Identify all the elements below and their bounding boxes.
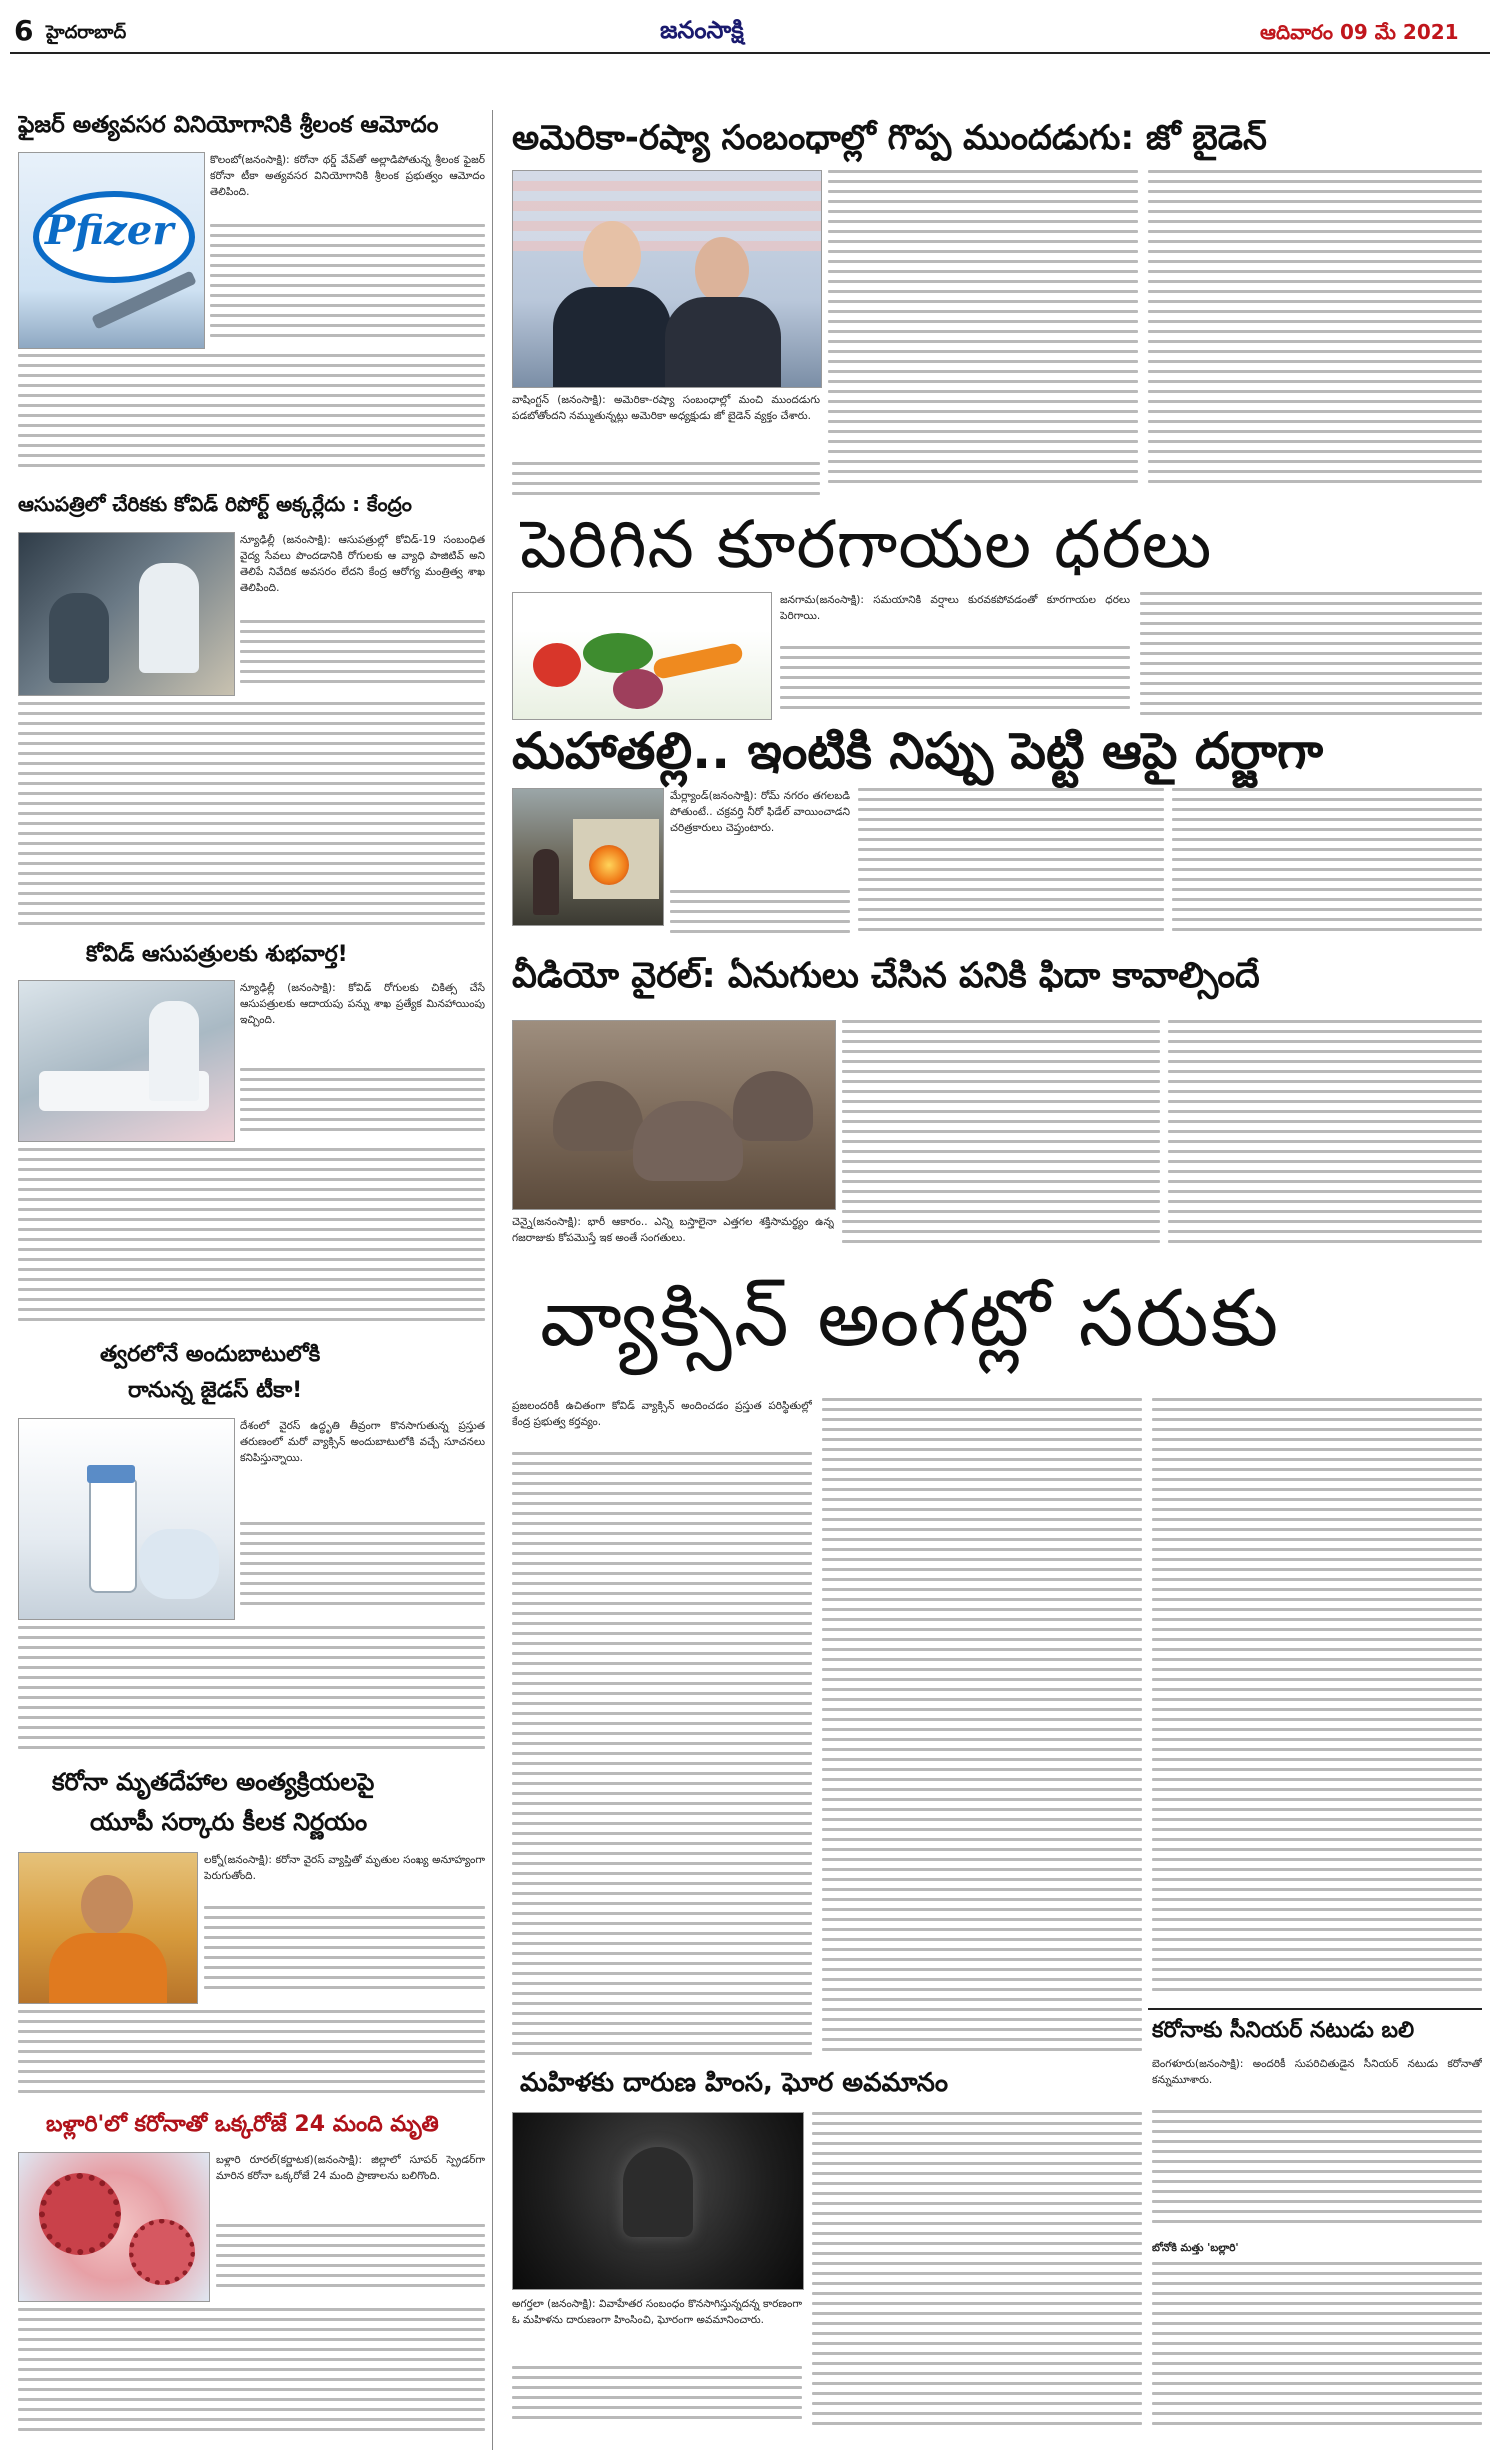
- coronavirus-illustration: [18, 2152, 210, 2302]
- vegetables-body-col2: [1140, 592, 1482, 718]
- vegetables-intro: జనగామ(జనంసాక్షి): సమయానికి వర్షాలు కురవకపోవడంతో కూరగాయల ధరలు పెరిగాయి.: [780, 594, 1130, 622]
- column-divider: [492, 110, 493, 2450]
- covid-test-photo: [18, 532, 235, 696]
- ballari-body-2: [18, 2308, 485, 2440]
- headline-senior-actor: కరోనాకు సీనియర్ నటుడు బలి: [1152, 2018, 1415, 2043]
- virus-particle-1: [39, 2173, 121, 2255]
- issue-date: ఆదివారం 09 మే 2021: [1260, 20, 1459, 44]
- cm-robe-shape: [49, 1933, 167, 2003]
- woman-body-col2: [812, 2112, 1142, 2434]
- hospital-good-news-body-2: [18, 1148, 485, 1332]
- headline-ballari: బళ్లారి'లో కరోనాతో ఒక్కరోజే 24 మంది మృతి: [46, 2112, 439, 2137]
- vegetables-photo: [512, 592, 772, 720]
- masthead-logo: జనంసాక్షి: [660, 16, 744, 44]
- elephant-intro: చెన్నై(జనంసాక్షి): భారీ ఆకారం.. ఎన్ని బస్తాలైనా ఎత్తగల శక్తిసామర్థ్యం ఉన్న గజరాజుకు కోపమొస్తే ఇక అంతే సంగతులు.: [512, 1216, 834, 1244]
- vaccine-body-col3: [1152, 1398, 1482, 2002]
- vaccine-vial-photo: [18, 1418, 235, 1620]
- up-body-2: [18, 2010, 485, 2102]
- woman-body-col1: [512, 2366, 802, 2434]
- virus-particle-2: [129, 2219, 195, 2285]
- hospital-admission-body: [240, 620, 485, 694]
- pepper-shape: [583, 633, 653, 673]
- headline-zydus-line2: రానున్న జైడస్ టీకా!: [128, 1378, 303, 1403]
- elephant-body-col2: [842, 1020, 1160, 1252]
- pfizer-logo-text: Pfizer: [45, 207, 174, 254]
- vaccine-intro: ప్రజలందరికీ ఉచితంగా కోవిడ్ వ్యాక్సిన్ అందించడం ప్రస్తుత పరిస్థితుల్లో కేంద్ర ప్రభుత్వ కర్తవ్యం.: [512, 1400, 812, 1428]
- hospital-good-news-intro: న్యూఢిల్లీ (జనంసాక్షి): కోవిడ్ రోగులకు చికిత్స చేసే ఆసుపత్రులకు ఆదాయపు పన్ను శాఖ ప్రత్యేక మినహాయింపు ఇచ్చింది.: [240, 982, 485, 1026]
- senior-actor-intro: బెంగళూరు(జనంసాక్షి): అందరికీ సుపరిచితుడైన సీనియర్ నటుడు కరోనాతో కన్నుమూశారు.: [1152, 2058, 1482, 2086]
- headline-pfizer: ఫైజర్ అత్యవసర వినియోగానికి శ్రీలంక ఆమోదం: [18, 112, 439, 138]
- house-fire-photo: [512, 788, 664, 926]
- headline-hospital-admission: ఆసుపత్రిలో చేరికకు కోవిడ్ రిపోర్ట్ అక్కర్లేదు : కేంద్రం: [18, 492, 412, 516]
- senior-actor-body: [1152, 2110, 1482, 2234]
- fire-body-col3: [1172, 788, 1482, 942]
- flames-shape: [589, 845, 629, 885]
- woman-figure: [533, 849, 559, 915]
- boxed-story-label: బోనోకి మత్తు 'బల్లారి': [1152, 2242, 1239, 2254]
- flag-shape: [513, 171, 821, 251]
- elephant-2: [633, 1101, 743, 1181]
- vaccine-body-col1: [512, 1452, 812, 2062]
- up-body: [204, 1906, 485, 2002]
- elephant-3: [733, 1071, 813, 1141]
- headline-vaccine-market: వ్యాక్సిన్ అంగట్లో సరుకు: [540, 1274, 1281, 1364]
- boxed-story-body: [1152, 2262, 1482, 2434]
- biden-suit: [553, 287, 671, 387]
- onion-shape: [613, 669, 663, 709]
- zydus-body: [240, 1522, 485, 1618]
- elephants-photo: [512, 1020, 836, 1210]
- biden-head: [583, 221, 641, 291]
- headline-elephant-video: వీడియో వైరల్: ఏనుగులు చేసిన పనికి ఫిదా కావాల్సిందే: [512, 956, 1260, 996]
- hospital-good-news-body: [240, 1068, 485, 1140]
- health-worker-figure: [139, 563, 199, 673]
- putin-suit: [665, 297, 781, 387]
- fire-body-col2: [858, 788, 1164, 942]
- putin-head: [695, 237, 749, 303]
- vegetables-body-col1: [780, 646, 1130, 718]
- headline-hospital-good-news: కోవిడ్ ఆసుపత్రులకు శుభవార్త!: [86, 942, 348, 967]
- elephant-body-col3: [1168, 1020, 1482, 1252]
- biden-body-col1: [512, 462, 820, 500]
- fire-body-col1: [670, 890, 850, 942]
- covid-ward-photo: [18, 980, 235, 1142]
- headline-house-fire: మహాతల్లి.. ఇంటికి నిప్పు పెట్టి ఆపై దర్జాగా: [512, 722, 1324, 780]
- distressed-woman-photo: [512, 2112, 804, 2290]
- ballari-body: [216, 2224, 485, 2300]
- headline-up-line1: కరోనా మృతదేహాల అంత్యక్రియలపై: [52, 1768, 375, 1796]
- headline-biden-lead: అమెరికా-రష్యా సంబంధాల్లో గొప్ప ముందడుగు: జో బైడెన్: [512, 118, 1267, 158]
- biden-intro: వాషింగ్టన్ (జనంసాక్షి): అమెరికా-రష్యా సంబంధాల్లో మంచి ముందడుగు పడబోతోందని నమ్ముతున్నట్లు అమెరికా అధ్యక్షుడు జో బైడెన్ వ్యక్తం చేశారు.: [512, 394, 820, 422]
- woman-silhouette: [623, 2147, 693, 2237]
- vial-cap-shape: [87, 1465, 135, 1483]
- pfizer-logo-image: [18, 152, 205, 349]
- cm-head-shape: [81, 1875, 133, 1935]
- page-header: [10, 8, 1490, 54]
- fire-intro: మేర్ల్యాండ్(జనంసాక్షి): రోమ్ నగరం తగలబడి పోతుంటే.. చక్రవర్తి నీరో ఫిడేల్ వాయించాడని చరిత్రకారులు చెప్తుంటారు.: [670, 790, 850, 834]
- elephant-1: [553, 1081, 643, 1151]
- hospital-admission-body-2: [18, 702, 485, 936]
- up-chief-minister-photo: [18, 1852, 198, 2004]
- woman-intro: అగర్తలా (జనంసాక్షి): వివాహేతర సంబంధం కొనసాగిస్తున్నదన్న కారణంగా ఓ మహిళను దారుణంగా హింసించి, ఘోరంగా అవమానించారు.: [512, 2298, 802, 2326]
- pfizer-intro: కొలంబో(జనంసాక్షి): కరోనా థర్డ్ వేవ్‌తో అల్లాడిపోతున్న శ్రీలంక ఫైజర్ కరోనా టీకా అత్యవసర వినియోగానికి శ్రీలంక ప్రభుత్వం ఆమోదం తెలిపింది.: [210, 154, 485, 198]
- page-number: 6: [14, 14, 34, 47]
- vaccine-body-col2: [822, 1398, 1142, 2062]
- pfizer-body-text: [210, 224, 485, 346]
- up-intro: లక్నో(జనంసాక్షి): కరోనా వైరస్ వ్యాప్తితో మృతుల సంఖ్య అనూహ్యంగా పెరుగుతోంది.: [204, 1854, 485, 1882]
- ballari-intro: బళ్లారి రూరల్(కర్ణాటక)(జనంసాక్షి): జిల్లాలో సూపర్ స్ప్రెడర్‌గా మారిన కరోనా ఒక్కరోజే 24 మంది ప్రాణాలను బలిగొంది.: [216, 2154, 485, 2182]
- biden-putin-photo: [512, 170, 822, 388]
- headline-up-line2: యూపీ సర్కారు కీలక నిర్ణయం: [90, 1808, 368, 1836]
- tomato-shape: [533, 643, 581, 687]
- zydus-body-2: [18, 1626, 485, 1758]
- zydus-intro: దేశంలో వైరస్ ఉద్ధృతి తీవ్రంగా కొనసాగుతున్న ప్రస్తుత తరుణంలో మరో వ్యాక్సిన్ అందుబాటులోకి వచ్చే సూచనలు కనిపిస్తున్నాయి.: [240, 1420, 485, 1464]
- carrot-shape: [652, 642, 744, 680]
- pfizer-body-text-2: [18, 354, 485, 478]
- city-name: హైదరాబాద్: [46, 22, 127, 43]
- gloved-hand-shape: [139, 1529, 219, 1599]
- hospital-admission-intro: న్యూఢిల్లీ (జనంసాక్షి): ఆసుపత్రుల్లో కోవిడ్-19 సంబంధిత వైద్య సేవలు పొందడానికి రోగులకు ఆ వ్యాధి పాజిటివ్ అని తెలిపే నివేదిక అవసరం లేదని కేంద్ర ఆరోగ్య మంత్రిత్వ శాఖ తెలిపింది.: [240, 534, 485, 594]
- biden-body-col2: [828, 170, 1138, 500]
- headline-zydus-line1: త్వరలోనే అందుబాటులోకి: [100, 1342, 321, 1367]
- vial-shape: [89, 1479, 137, 1593]
- patient-figure: [49, 593, 109, 683]
- biden-body-col3: [1148, 170, 1482, 500]
- ppe-worker-shape: [149, 1001, 199, 1101]
- headline-woman-abuse: మహిళకు దారుణ హింస, ఘోర అవమానం: [520, 2068, 949, 2098]
- headline-vegetable-prices: పెరిగిన కూరగాయల ధరలు: [520, 506, 1213, 583]
